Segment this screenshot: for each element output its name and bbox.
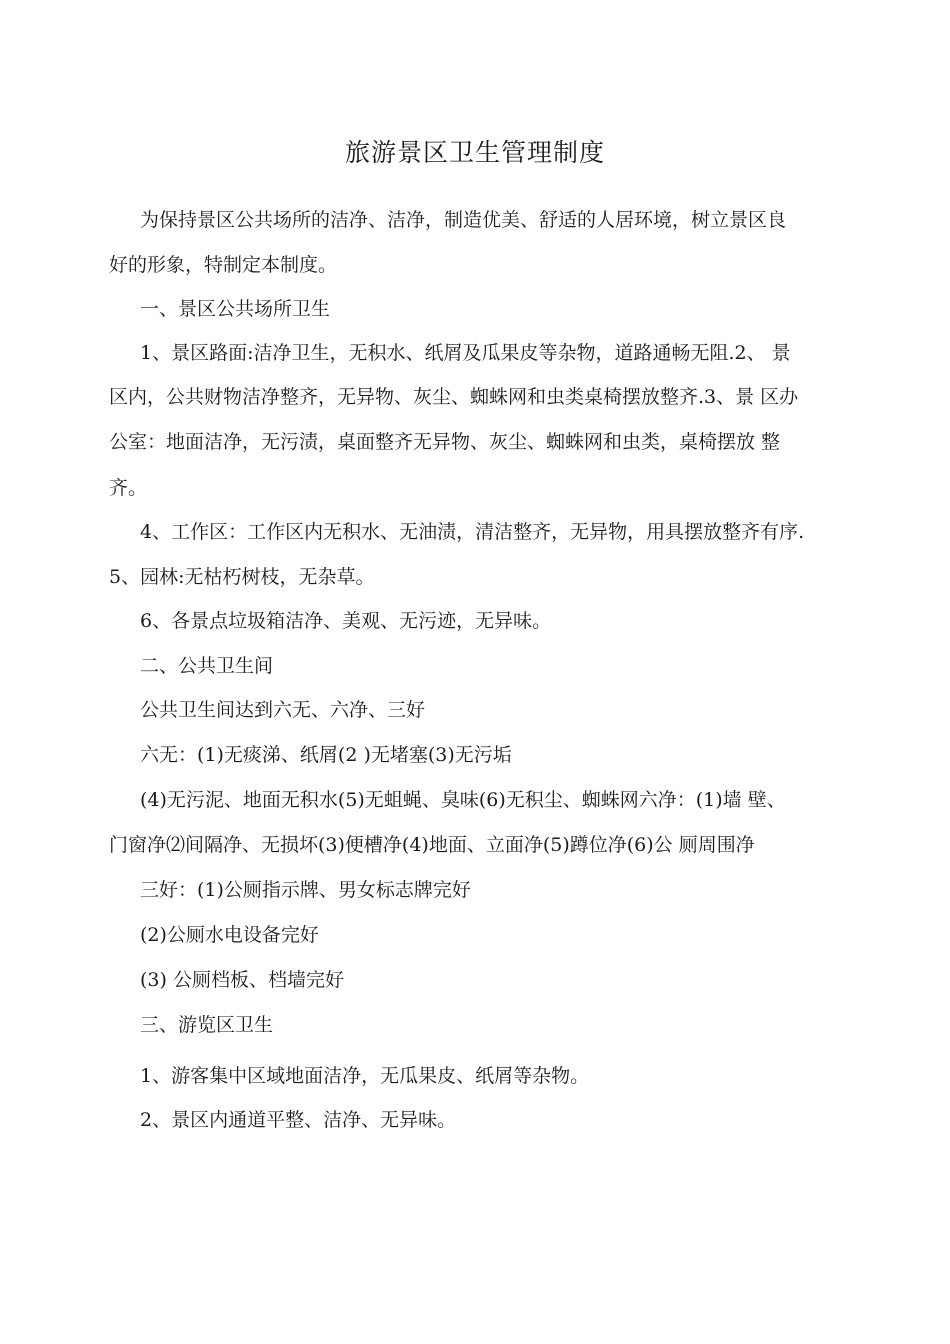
section-heading-1: 一、景区公共场所卫生 [140,298,331,320]
paragraph-line: (4)无污泥、地面无积水(5)无蛆蝇、臭味(6)无积尘、蜘蛛网六净：(1)墙 壁、 [140,789,786,811]
paragraph-line: (3) 公厕档板、档墙完好 [140,969,344,991]
document-title: 旅游景区卫生管理制度 [344,138,605,167]
paragraph-line: 区内，公共财物洁净整齐，无异物、灰尘、蜘蛛网和虫类桌椅摆放整齐.3、景 区办 [109,386,799,408]
paragraph-line: 三好：(1)公厕指示牌、男女标志牌完好 [140,879,471,901]
paragraph-line: 4、工作区：工作区内无积水、无油渍，清洁整齐，无异物，用具摆放整齐有序. [140,521,805,543]
paragraph-line: 2、景区内通道平整、洁净、无异味。 [140,1109,457,1131]
paragraph-line: 门窗净⑵间隔净、无损坏(3)便槽净(4)地面、立面净(5)蹲位净(6)公 厕周围净 [109,834,755,856]
paragraph-intro-line-2: 好的形象，特制定本制度。 [109,254,338,276]
section-heading-2: 二、公共卫生间 [140,655,274,677]
paragraph-line: 1、景区路面:洁净卫生，无积水、纸屑及瓜果皮等杂物，道路通畅无阻.2、 景 [140,342,791,364]
paragraph-line: 6、各景点垃圾箱洁净、美观、无污迹，无异味。 [140,610,552,632]
paragraph-line: 1、游客集中区域地面洁净，无瓜果皮、纸屑等杂物。 [140,1065,590,1087]
paragraph-line: 公共卫生间达到六无、六净、三好 [140,699,426,721]
paragraph-line: 齐。 [109,477,148,499]
paragraph-line: 六无：(1)无痰涕、纸屑(2 )无堵塞(3)无污垢 [140,744,512,766]
paragraph-intro-line-1: 为保持景区公共场所的洁净、洁净，制造优美、舒适的人居环境，树立景区良 [140,209,787,231]
paragraph-line: 公室：地面洁净，无污渍，桌面整齐无异物、灰尘、蜘蛛网和虫类，桌椅摆放 整 [109,431,781,453]
paragraph-line: (2)公厕水电设备完好 [140,924,319,946]
section-heading-3: 三、游览区卫生 [140,1014,274,1036]
paragraph-line: 5、园林:无枯朽树枝，无杂草。 [109,566,375,588]
